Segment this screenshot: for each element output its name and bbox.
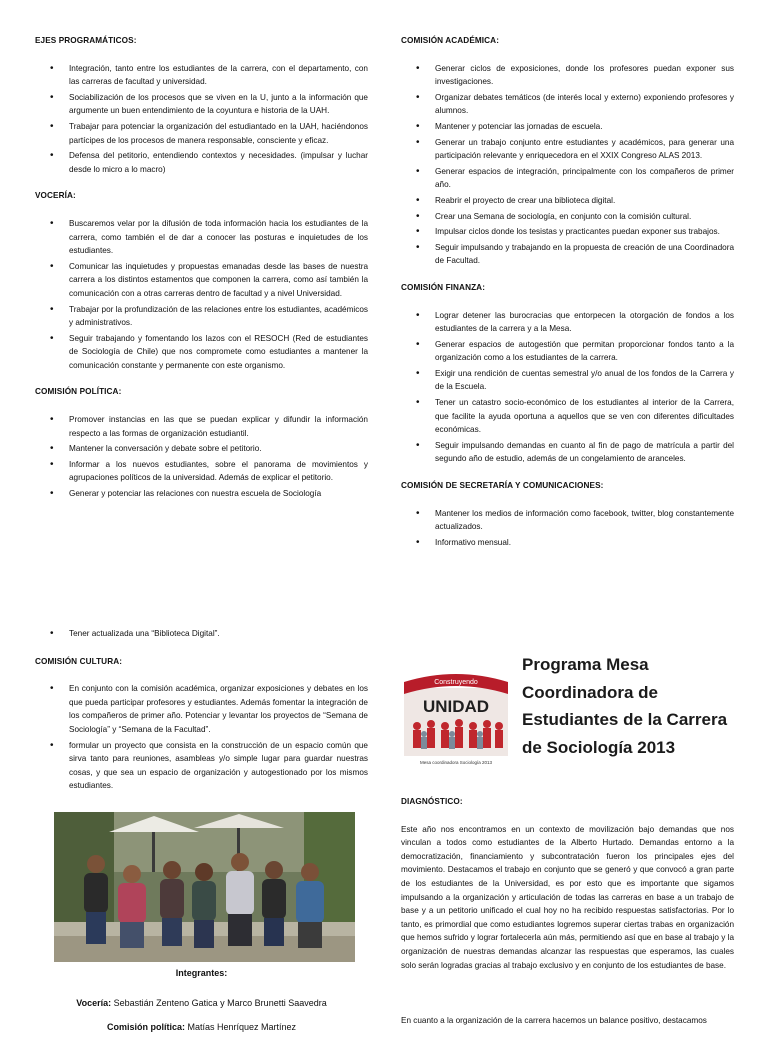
finanza-title: COMISIÓN FINANZA:	[401, 282, 486, 292]
unidad-logo	[401, 660, 511, 770]
list-item: • Generar espacios de autogestión que permitan proporcionar fondos tanto a la organización como a los estudiantes de la carrera.	[401, 338, 734, 365]
list-item: • En conjunto con la comisión académica, organizar exposiciones y debates en los que pueda participar profesores y estudiantes. Además fomentar la integración de los compañeros de primer año. Potenciar y levantar los proyectos de “Semana de Sociología” y “Semana de la Facultad”.	[35, 682, 368, 736]
list-item: • Trabajar para potenciar la organización del estudiantado en la UAH, haciéndonos partícipes de los procesos de manera responsable, consciente y eficaz.	[35, 120, 368, 147]
ejes-section	[35, 34, 368, 176]
list-item: • Generar un trabajo conjunto entre estudiantes y académicos, para generar una participación relevante y enriquecedora en el XXIX Congreso ALAS 2013.	[401, 136, 734, 163]
list-item: • Trabajar por la profundización de las relaciones entre los estudiantes, académicos y administrativos.	[35, 303, 368, 330]
members-list	[35, 991, 368, 1039]
list-item: • Integración, tanto entre los estudiantes de la carrera, con el departamento, con las carreras de facultad y universidad.	[35, 62, 368, 89]
voceria-title: VOCERÍA:	[35, 191, 76, 201]
list-item: • Seguir impulsando y trabajando en la propuesta de creación de una Coordinadora de Facultad.	[401, 241, 734, 268]
logo-top-text: Construyendo	[434, 679, 478, 686]
academica-list	[401, 62, 734, 268]
list-item: • Defensa del petitorio, entendiendo contextos y necesidades. (impulsar y luchar desde lo micro a lo macro)	[35, 149, 368, 176]
voceria-list	[35, 217, 368, 373]
list-item: • Generar y potenciar las relaciones con nuestra escuela de Sociología	[35, 487, 368, 501]
list-item: • Tener actualizada una “Biblioteca Digital”.	[35, 627, 368, 641]
voceria-section	[35, 189, 368, 372]
list-item: • Lograr detener las burocracias que entorpecen la otorgación de fondos a los estudiantes de la carrera y a la Mesa.	[401, 309, 734, 336]
politica-list	[35, 413, 368, 501]
list-item: • Mantener la conversación y debate sobre el petitorio.	[35, 442, 368, 456]
members-voceria	[35, 991, 368, 1015]
politica-section	[35, 385, 368, 500]
diagnostico-section	[401, 795, 734, 972]
list-item: • Informativo mensual.	[401, 536, 734, 550]
secretaria-list	[401, 507, 734, 550]
diagnostico-continued: En cuanto a la organización de la carrera hacemos un balance positivo, destacamos	[401, 1016, 707, 1025]
list-item: • Mantener los medios de información como facebook, twitter, blog constantemente actualizados.	[401, 507, 734, 534]
list-item: • Impulsar ciclos donde los tesistas y practicantes puedan exponer sus trabajos.	[401, 225, 734, 239]
list-item: • Generar espacios de integración, principalmente con los compañeros de primer año.	[401, 165, 734, 192]
list-item: • Informar a los nuevos estudiantes, sobre el panorama de movimientos y agrupaciones políticos de la universidad. Además de explicar el petitorio.	[35, 458, 368, 485]
list-item: • Organizar debates temáticos (de interés local y externo) exponiendo profesores y alumnos.	[401, 91, 734, 118]
group-photo	[54, 812, 355, 962]
cultura-block	[35, 627, 368, 806]
finanza-list	[401, 309, 734, 467]
list-item: • Exigir una rendición de cuentas semestral y/o anual de los fondos de la Carrera y de la Escuela.	[401, 367, 734, 394]
list-item: • Sociabilización de los procesos que se viven en la U, junto a la información que argumente un buen entendimiento de la coyuntura e historia de la UAH.	[35, 91, 368, 118]
ejes-list	[35, 62, 368, 177]
list-item: • Seguir impulsando demandas en cuanto al fin de pago de matrícula a partir del segundo año de estudio, además de un congelamiento de aranceles.	[401, 439, 734, 466]
list-item: • Reabrir el proyecto de crear una biblioteca digital.	[401, 194, 734, 208]
politica-title: COMISIÓN POLÍTICA:	[35, 387, 122, 397]
members-voceria-names: Sebastián Zenteno Gatica y Marco Brunetti Saavedra	[111, 998, 327, 1008]
cultura-list	[35, 682, 368, 793]
group-photo-image	[54, 812, 355, 962]
list-item: • Generar ciclos de exposiciones, donde los profesores puedan exponer sus investigaciones.	[401, 62, 734, 89]
program-title: Programa Mesa Coordinadora de Estudiantes de la Carrera de Sociología 2013	[522, 655, 728, 757]
cultura-title: COMISIÓN CULTURA:	[35, 656, 123, 666]
photo-caption: Integrantes:	[175, 968, 228, 978]
extra-list	[35, 627, 368, 641]
list-item: • Comunicar las inquietudes y propuestas emanadas desde las bases de nuestra carrera a los distintos estamentos que componen la carrera, como así también la comunicación con a otras carreras dentro de facultad y a nivel Universidad.	[35, 260, 368, 301]
secretaria-title: COMISIÓN DE SECRETARÍA Y COMUNICACIONES:	[401, 481, 604, 491]
logo-main-text: UNIDAD	[422, 697, 490, 716]
diagnostico-text: Este año nos encontramos en un contexto de movilización bajo demandas que nos vinculan a todos como estudiantes de la Alberto Hurtado. Demandas entorno a la democratización, financiamiento y subcontratación fueron los principales ejes del movimiento. Destacamos el trabajo en conjunto que se generó y que convocó a gran parte de los estudiantes de la Universidad, es por esto que es importante que sigamos impulsando a la organización y articulación de todas las carreras en base a un trabajo de base y a un petitorio unificado el cual hoy no ha recibido respuestas satisfactorias. Por lo tanto, es primordial que como estudiantes logremos superar ciertas trabas en organización que hemos sufrido y lograr fortalecerla aún más, permitiendo así que en base al trabajo y la organización de nuestras demandas alcanzar las respuestas que esperamos, las cuales solo serán logradas gracias al trabajo exclusivo y en conjunto de los estudiantes de base.	[401, 824, 734, 970]
academica-section	[401, 34, 734, 268]
list-item: • formular un proyecto que consista en la construcción de un espacio común que sirva tanto para reuniones, asambleas y/o simple lugar para guardar nuestras cosas, y que sea un espacio de organización y autogestionado por los mismos estudiantes.	[35, 739, 368, 793]
members-politica-names: Matías Henríquez Martínez	[184, 1022, 297, 1032]
logo-sub-text: Mesa coordinadora Sociología 2013	[419, 760, 493, 765]
list-item: • Mantener y potenciar las jornadas de escuela.	[401, 120, 734, 134]
members-politica	[35, 1015, 368, 1039]
list-item: • Seguir trabajando y fomentando los lazos con el RESOCH (Red de estudiantes de Sociología de Chile) que nos compromete como estudiantes a mantener la comunicación constante y permanente con este organismo.	[35, 332, 368, 373]
members-politica-label: Comisión política:	[106, 1022, 185, 1032]
list-item: • Crear una Semana de sociología, en conjunto con la comisión cultural.	[401, 210, 734, 224]
list-item: • Buscaremos velar por la difusión de toda información hacia los estudiantes de la carrera, como también el de dar a conocer las posturas e inquietudes de los estudiantes.	[35, 217, 368, 258]
ejes-title: EJES PROGRAMÁTICOS:	[35, 36, 137, 45]
unidad-logo-image	[401, 660, 511, 770]
finanza-section	[401, 281, 734, 466]
left-column	[35, 34, 368, 514]
secretaria-section	[401, 479, 734, 549]
list-item: • Tener un catastro socio-económico de los estudiantes al interior de la Carrera, que facilite la ayuda oportuna a aquellos que se ven con diferentes dificultades económicas.	[401, 396, 734, 437]
right-column	[401, 34, 734, 562]
diagnostico-title: DIAGNÓSTICO:	[401, 797, 463, 806]
members-voceria-label: Vocería:	[76, 998, 112, 1008]
list-item: • Promover instancias en las que se puedan explicar y difundir la información respecto a las formas de organización estudiantil.	[35, 413, 368, 440]
academica-title: COMISIÓN ACADÉMICA:	[401, 36, 500, 45]
